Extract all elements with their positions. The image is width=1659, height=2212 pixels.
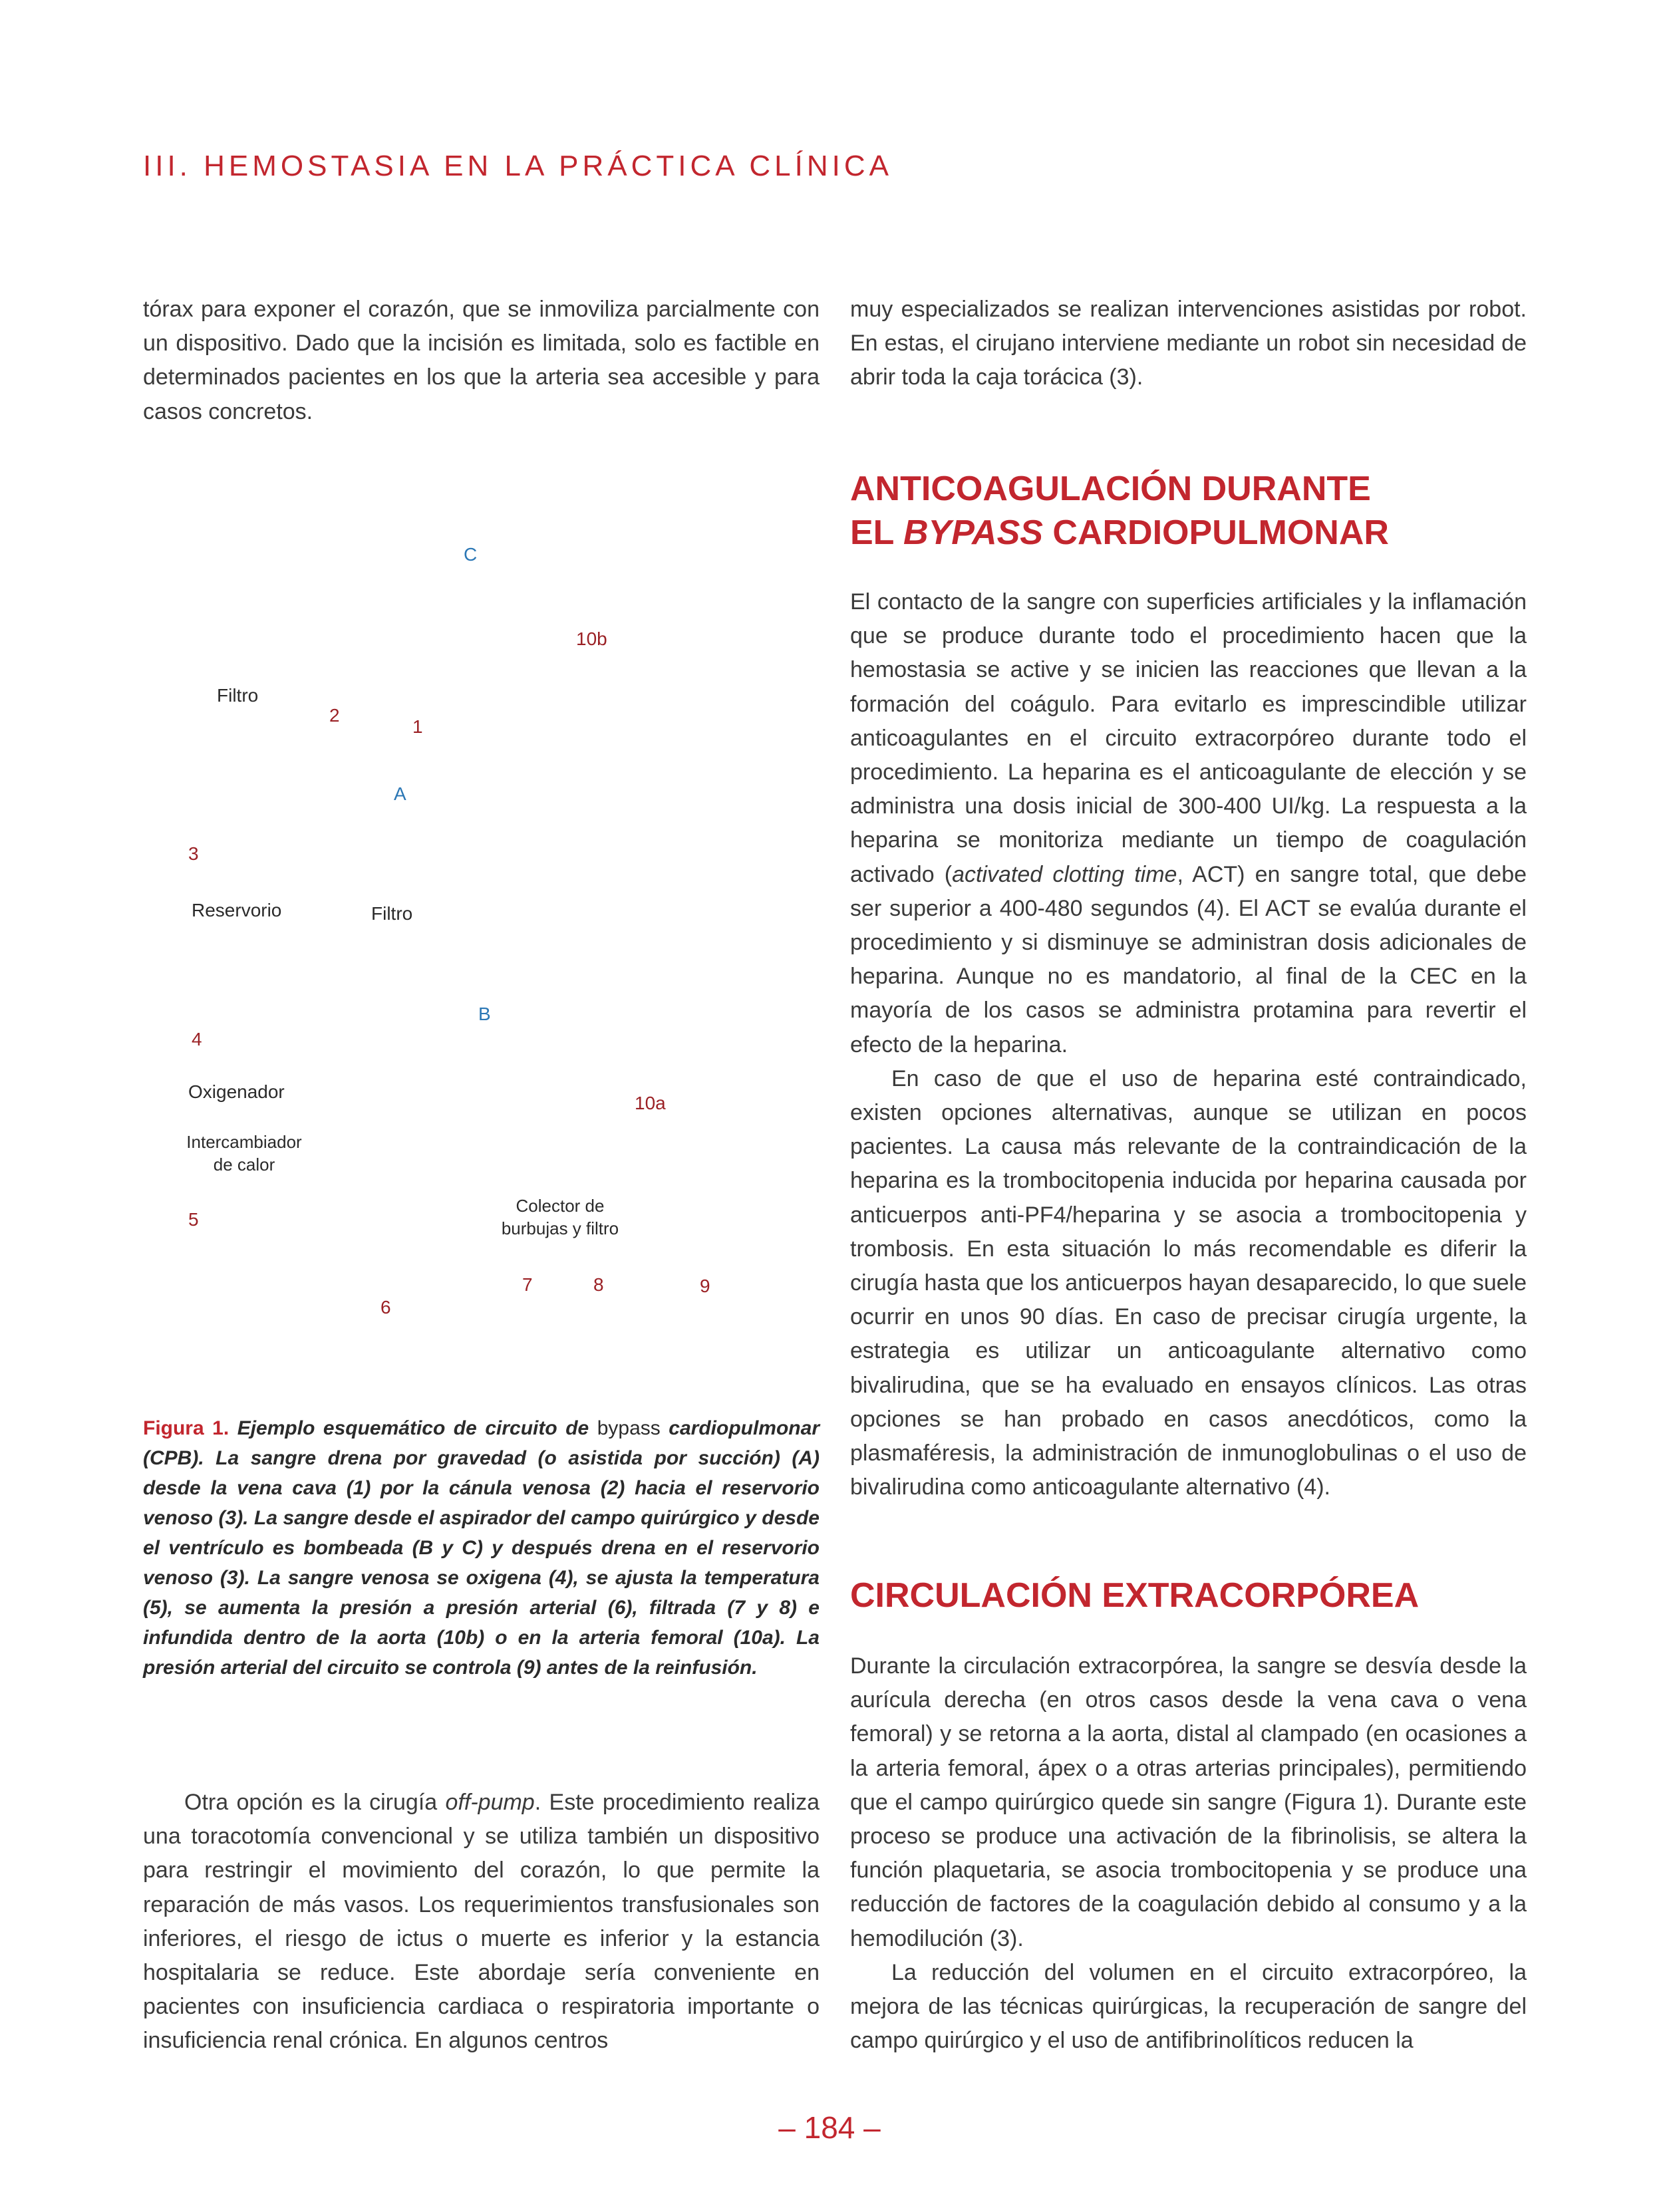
- label-5: 5: [188, 1209, 199, 1230]
- right-column-top: [850, 293, 1527, 395]
- label-8: 8: [593, 1274, 604, 1295]
- label-9: 9: [700, 1276, 710, 1296]
- label-3: 3: [188, 843, 199, 864]
- section-heading-circulacion: CIRCULACIÓN EXTRACORPÓREA: [850, 1576, 1420, 1615]
- label-filtro-mid: Filtro: [371, 903, 413, 924]
- label-oxigenador: Oxigenador: [188, 1081, 285, 1102]
- right-column-section1: [850, 585, 1527, 1504]
- label-4: 4: [192, 1029, 202, 1049]
- label-1: 1: [412, 716, 423, 737]
- label-10a: 10a: [635, 1093, 666, 1113]
- body-paragraph: Otra opción es la cirugía off-pump. Este procedimiento realiza una toracotomía convencional y se utiliza también un dispositivo para restringir el movimiento del corazón, lo que permite la reparación de más vasos. Los requerimientos transfusionales son inferiores, el riesgo de ictus o muerte es inferior y la estancia hospitalaria se reduce. Este abordaje sería conveniente en pacientes con insuficiencia cardiaca o respiratoria importante o insuficiencia renal crónica. En algunos centros: [143, 1790, 820, 2054]
- body-paragraph: El contacto de la sangre con superficies artificiales y la inflamación que se produce durante todo el procedimiento hacen que la hemostasia se active y se inicien las reacciones que llevan a la formación del coágulo. Para evitarlo es imprescindible utilizar anticoagulantes en el circuito extracorpóreo durante todo el procedimiento. La heparina es el anticoagulante de elección y se administra una dosis inicial de 300-400 UI/kg. La respuesta a la heparina se monitoriza mediante un tiempo de coagulación activado (activated clotting time, ACT) en sangre total, que debe ser superior a 400-480 segundos (4). El ACT se evalúa durante el procedimiento y si disminuye se administran dosis adicionales de heparina. Aunque no es mandatorio, al final de la CEC en la mayoría de los casos se administra protamina para revertir el efecto de la heparina.: [850, 589, 1527, 1057]
- running-head: III. HEMOSTASIA EN LA PRÁCTICA CLÍNICA: [143, 150, 893, 182]
- label-colector: Colector de burbujas y filtro: [501, 1196, 619, 1238]
- left-column-bottom: [143, 1786, 820, 2058]
- body-paragraph: La reducción del volumen en el circuito extracorpóreo, la mejora de las técnicas quirúrgicas, la recuperación de sangre del campo quirúrgico y el uso de antifibrinolíticos reducen la: [850, 1959, 1527, 2054]
- label-6: 6: [380, 1297, 391, 1317]
- right-column-section2: [850, 1649, 1527, 2058]
- label-C: C: [464, 544, 478, 565]
- section-heading-anticoagulacion: ANTICOAGULACIÓN DURANTE EL BYPASS CARDIOPULMONAR: [850, 470, 1389, 552]
- label-intercambiador: Intercambiador de calor: [186, 1132, 302, 1175]
- left-column-top: [143, 293, 820, 429]
- body-paragraph: En caso de que el uso de heparina esté contraindicado, existen opciones alternativas, aunque se utilizan en pocos pacientes. La causa más relevante de la contraindicación de la heparina es la trombocitopenia inducida por heparina causada por anticuerpos anti-PF4/heparina y se asocia a trombocitopenia y trombosis. En esta situación lo más recomendable es diferir la cirugía hasta que los anticuerpos hayan desaparecido, lo que suele ocurrir en unos 90 días. En caso de precisar cirugía urgente, la estrategia es utilizar un anticoagulante alternativo como bivalirudina, que se ha evaluado en ensayos clínicos. Las otras opciones se han probado en casos anecdóticos, como la plasmaféresis, la administración de inmunoglobulinas o el uso de bivalirudina como anticoagulante alternativo (4).: [850, 1065, 1527, 1500]
- page-number: – 184 –: [778, 2110, 881, 2145]
- body-paragraph: tórax para exponer el corazón, que se inmoviliza parcialmente con un dispositivo. Dado que la incisión es limitada, solo es factible en determinados pacientes en los que la arteria sea accesible y para casos concretos.: [143, 297, 820, 424]
- label-B: B: [478, 1004, 491, 1024]
- label-reservorio: Reservorio: [192, 900, 282, 920]
- figure-label: Figura 1.: [143, 1417, 229, 1439]
- label-10b: 10b: [576, 628, 607, 649]
- label-2: 2: [329, 705, 340, 726]
- body-paragraph: muy especializados se realizan intervenciones asistidas por robot. En estas, el cirujano interviene mediante un robot sin necesidad de abrir toda la caja torácica (3).: [850, 297, 1527, 390]
- label-A: A: [394, 783, 406, 804]
- body-paragraph: Durante la circulación extracorpórea, la sangre se desvía desde la aurícula derecha (en otros casos desde la vena cava o vena femoral) y se retorna a la aorta, distal al clampado (en ocasiones a la arteria femoral, ápex o a otras arterias principales), permitiendo que el campo quirúrgico quede sin sangre (Figura 1). Durante este proceso se produce una activación de la fibrinolisis, se altera la función plaquetaria, se asocia trombocitopenia y se produce una reducción de factores de la coagulación debido al consumo y a la hemodilución (3).: [850, 1653, 1527, 1951]
- figure-caption: Figura 1. Ejemplo esquemático de circuito de bypass cardiopulmonar (CPB). La sangre drena por gravedad (o asistida por succión) (A) desde la vena cava (1) por la cánula venosa (2) hacia el reservorio venoso (3). La sangre desde el aspirador del campo quirúrgico y desde el ventrículo es bombeada (B y C) y después drena en el reservorio venoso (3). La sangre venosa se oxigena (4), se ajusta la temperatura (5), se aumenta la presión a presión arterial (6), filtrada (7 y 8) e infundida dentro de la aorta (10b) o en la arteria femoral (10a). La presión arterial del circuito se controla (9) antes de la reinfusión.: [143, 1417, 820, 1679]
- label-filtro-top: Filtro: [217, 685, 259, 706]
- label-7: 7: [522, 1274, 533, 1295]
